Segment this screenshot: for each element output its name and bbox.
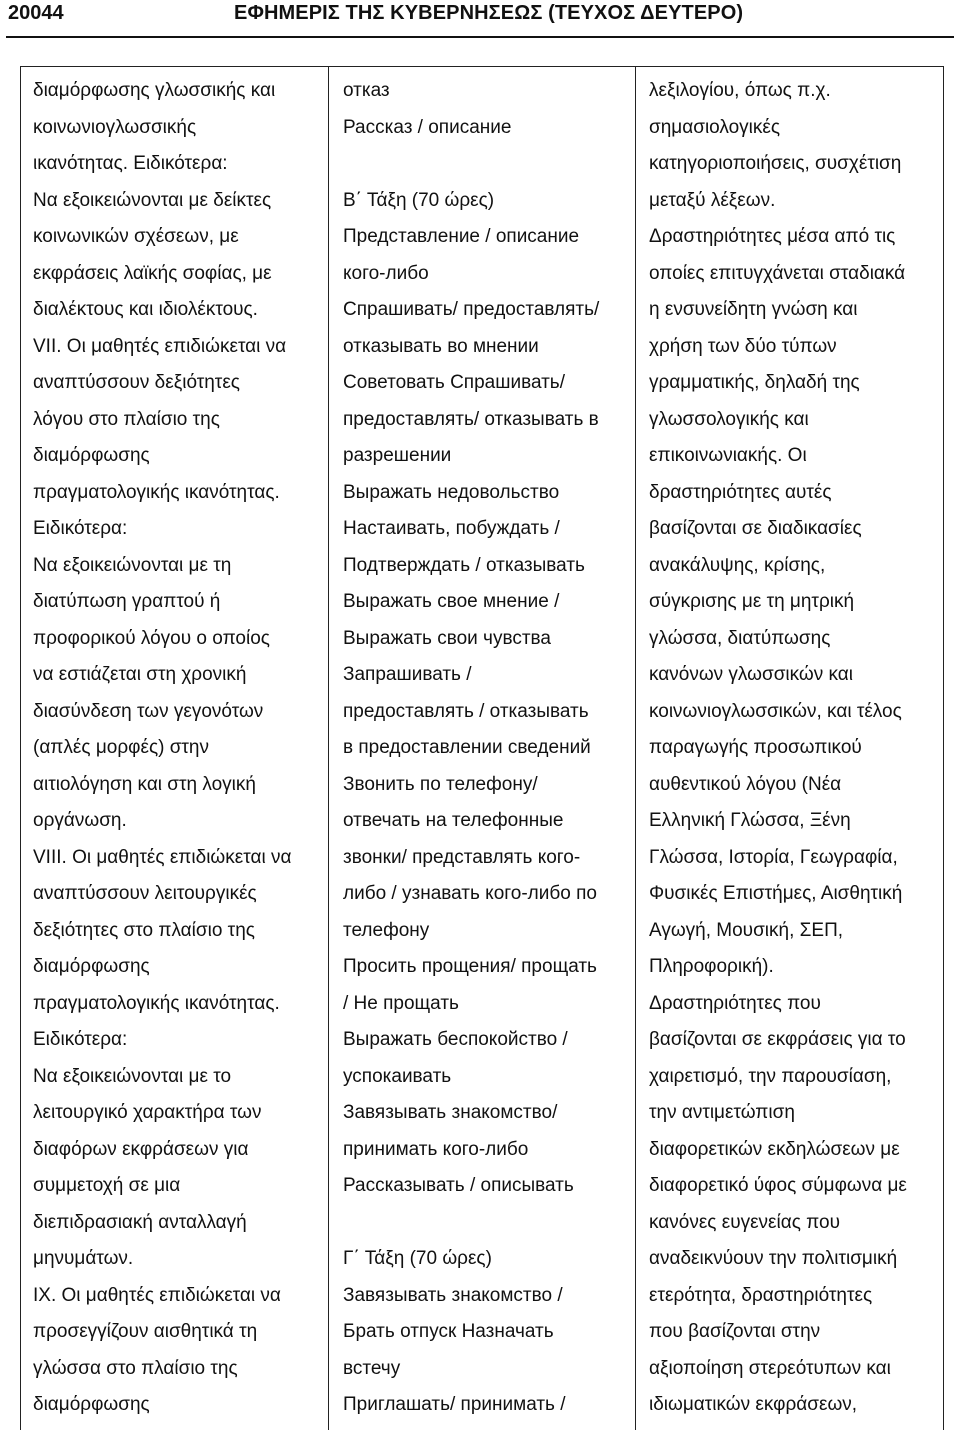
table-cell-line: Настаивать, побуждать / <box>343 518 560 539</box>
table-cell-line: διατύπωση γραπτού ή <box>33 591 221 612</box>
table-cell-line: в предоставлении сведений <box>343 737 591 758</box>
table-cell-line: Γλώσσα, Ιστορία, Γεωγραφία, <box>649 846 898 868</box>
table-cell-line: που βασίζονται στην <box>649 1321 821 1342</box>
table-cell-line: γραμματικής, δηλαδή της <box>649 372 860 393</box>
table-cell-line: кого-либо <box>343 262 429 284</box>
table-cell-line: Запрашивать / <box>343 664 472 685</box>
table-column-activities <box>635 67 945 1430</box>
page-number: 20044 <box>8 2 64 24</box>
table-cell-line: Звонить по телефону/ <box>343 773 538 795</box>
table-cell-line: οργάνωση. <box>33 810 127 831</box>
table-cell-line: κανόνων γλωσσικών και <box>649 664 854 685</box>
table-cell-line: Выражать свое мнение / <box>343 591 560 612</box>
table-cell-line: διαμόρφωσης <box>33 1394 150 1415</box>
table-cell-line: Ειδικότερα: <box>33 1029 128 1050</box>
table-cell-line: Подтверждать / отказывать <box>343 554 585 576</box>
table-cell-line: Να εξοικειώνονται με δείκτες <box>33 189 272 211</box>
table-cell-line: κοινωνιογλωσσικής <box>33 116 197 138</box>
table-cell-line: Рассказ / описание <box>343 116 512 138</box>
table-column-content <box>328 67 635 1430</box>
table-cell-line: κοινωνικών σχέσεων, με <box>33 226 239 247</box>
table-cell-line: αιτιολόγηση και στη λογική <box>33 773 256 795</box>
table-cell-line: πραγματολογικής ικανότητας. <box>33 992 280 1014</box>
table-cell-line: Ειδικότερα: <box>33 518 128 539</box>
table-cell-line: Γ΄ Τάξη (70 ώρες) <box>343 1248 492 1269</box>
table-cell-line: Рассказывать / описывать <box>343 1175 574 1196</box>
table-cell-line: κανόνες ευγενείας που <box>649 1211 840 1233</box>
table-cell-line: VIII. Οι μαθητές επιδιώκεται να <box>33 846 292 868</box>
table-cell-line: принимать кого-либо <box>343 1138 529 1160</box>
table-cell-line: την αντιμετώπιση <box>649 1102 795 1123</box>
table-cell-line: Выражать свои чувства <box>343 627 551 649</box>
table-cell-line: χαιρετισμό, την παρουσίαση, <box>649 1065 892 1087</box>
table-cell-line: διαφορετικό ύφος σύμφωνα με <box>649 1175 907 1196</box>
table-column-objectives <box>21 67 328 1430</box>
table-cell-line: αναδεικνύουν την πολιτισμική <box>649 1248 898 1269</box>
table-cell-line: Αγωγή, Μουσική, ΣΕΠ, <box>649 919 844 941</box>
table-cell-line: αξιοποίηση στερεότυπων και <box>649 1357 891 1379</box>
table-cell-line: ικανότητας. Ειδικότερα: <box>33 153 228 174</box>
table-cell-line: διαφορετικών εκδηλώσεων με <box>649 1138 900 1160</box>
table-cell-line: αυθεντικού λόγου (Νέα <box>649 773 842 795</box>
table-cell-line: διαμόρφωσης <box>33 445 150 466</box>
table-cell-line: αναπτύσσουν λειτουργικές <box>33 883 257 904</box>
table-cell-line: предоставлять / отказывать <box>343 700 589 722</box>
table-cell-line: παραγωγής προσωπικού <box>649 737 862 758</box>
page-header-title: ΕΦΗΜΕΡΙΣ ΤΗΣ ΚΥΒΕΡΝΗΣΕΩΣ (ΤΕΥΧΟΣ ΔΕΥΤΕΡΟ) <box>234 2 744 24</box>
table-cell-line: Представление / описание <box>343 226 580 247</box>
table-cell-line: κοινωνιογλωσσικών, και τέλος <box>649 700 902 722</box>
table-cell-line: συμμετοχή σε μια <box>33 1175 181 1196</box>
table-cell-line: IX. Οι μαθητές επιδιώκεται να <box>33 1284 281 1306</box>
table-cell-line: διαμόρφωσης <box>33 956 150 977</box>
table-cell-line: χρήση των δύο τύπων <box>649 335 837 357</box>
table-cell-line: ετερότητα, δραστηριότητες <box>649 1284 873 1306</box>
table-cell-line: αναπτύσσουν δεξιότητες <box>33 372 240 393</box>
table-cell-line: εκφράσεις λαϊκής σοφίας, με <box>33 262 272 284</box>
table-cell-line: успокаивать <box>343 1065 452 1087</box>
table-cell-line: телефону <box>343 919 430 941</box>
table-cell-line: Ελληνική Γλώσσα, Ξένη <box>649 810 851 831</box>
table-cell-line: προφορικού λόγου ο οποίος <box>33 627 270 649</box>
table-cell-line: γλωσσολογικής και <box>649 408 809 430</box>
table-cell-line: βασίζονται σε εκφράσεις για το <box>649 1029 906 1050</box>
table-cell-line: μηνυμάτων. <box>33 1248 134 1269</box>
table-cell-line: Πληροφορική). <box>649 956 774 977</box>
table-cell-line: / Не прощать <box>343 992 459 1014</box>
table-cell-line: VII. Οι μαθητές επιδιώκεται να <box>33 335 287 357</box>
table-cell-line: звонки/ представлять кого- <box>343 846 581 868</box>
table-cell-line: βασίζονται σε διαδικασίες <box>649 518 862 539</box>
table-cell-line: λόγου στο πλαίσιο της <box>33 408 220 430</box>
table-cell-line: διεπιδρασιακή ανταλλαγή <box>33 1211 247 1233</box>
table-cell-line: Просить прощения/ прощать <box>343 956 597 977</box>
table-cell-line: Φυσικές Επιστήμες, Αισθητική <box>649 883 903 904</box>
table-cell-line: Завязывать знакомство/ <box>343 1102 558 1123</box>
table-cell-line: οποίες επιτυγχάνεται σταδιακά <box>649 262 906 284</box>
table-cell-line: διαμόρφωσης γλωσσικής και <box>33 80 276 101</box>
table-cell-line: отказ <box>343 80 390 101</box>
table-cell-line: Β΄ Τάξη (70 ώρες) <box>343 189 495 211</box>
table-cell-line: επικοινωνιακής. Οι <box>649 445 807 466</box>
table-cell-line: Выражать беспокойство / <box>343 1029 568 1050</box>
table-cell-line: ανακάλυψης, κρίσης, <box>649 554 826 576</box>
table-cell-line: либо / узнавать кого-либо по <box>343 883 597 904</box>
table-cell-line: отказывать во мнении <box>343 335 539 357</box>
table-cell-line: μεταξύ λέξεων. <box>649 189 776 211</box>
curriculum-table <box>20 66 944 1430</box>
table-cell-line: Выражать недовольство <box>343 481 560 503</box>
table-cell-line: Δραστηριότητες μέσα από τις <box>649 226 896 247</box>
table-cell-line: Спрашивать/ предоставлять/ <box>343 299 600 320</box>
table-cell-line: Советовать Спрашивать/ <box>343 372 565 393</box>
table-cell-line: Приглашать/ принимать / <box>343 1394 566 1415</box>
table-cell-line: δραστηριότητες αυτές <box>649 481 832 503</box>
table-cell-line: разрешении <box>343 445 452 466</box>
table-cell-line: Να εξοικειώνονται με τη <box>33 554 232 576</box>
table-cell-line: διασύνδεση των γεγονότων <box>33 700 264 722</box>
table-cell-line: Брать отпуск Назначать <box>343 1321 554 1342</box>
table-cell-line: Δραστηριότητες που <box>649 992 821 1014</box>
table-cell-line: Завязывать знакомство / <box>343 1284 563 1306</box>
table-cell-line: встечу <box>343 1357 401 1379</box>
table-cell-line <box>343 1205 635 1242</box>
table-cell-line: διαφόρων εκφράσεων για <box>33 1138 249 1160</box>
header-divider <box>6 36 954 38</box>
table-cell-line: σημασιολογικές <box>649 116 781 138</box>
table-cell-line: γλώσσα στο πλαίσιο της <box>33 1357 238 1379</box>
table-cell-line: δεξιότητες στο πλαίσιο της <box>33 919 255 941</box>
table-cell-line: λειτουργικό χαρακτήρα των <box>33 1102 262 1123</box>
table-cell-line: πραγματολογικής ικανότητας. <box>33 481 280 503</box>
table-cell-line: διαλέκτους και ιδιολέκτους. <box>33 299 258 320</box>
table-cell-line: κατηγοριοποιήσεις, συσχέτιση <box>649 153 902 174</box>
table-cell-line: να εστιάζεται στη χρονική <box>33 664 247 685</box>
table-cell-line: ιδιωματικών εκφράσεων, <box>649 1394 858 1415</box>
table-cell-line: προσεγγίζουν αισθητικά τη <box>33 1321 258 1342</box>
table-cell-line: предоставлять/ отказывать в <box>343 408 599 430</box>
table-cell-line: σύγκρισης με τη μητρική <box>649 591 855 612</box>
table-cell-line <box>343 146 635 183</box>
table-cell-line: η ενσυνείδητη γνώση και <box>649 299 858 320</box>
table-cell-line: отвечать на телефонные <box>343 810 564 831</box>
table-cell-line: (απλές μορφές) στην <box>33 737 210 758</box>
table-cell-line: γλώσσα, διατύπωσης <box>649 627 831 649</box>
table-cell-line: λεξιλογίου, όπως π.χ. <box>649 80 831 101</box>
table-cell-line: Να εξοικειώνονται με το <box>33 1065 232 1087</box>
